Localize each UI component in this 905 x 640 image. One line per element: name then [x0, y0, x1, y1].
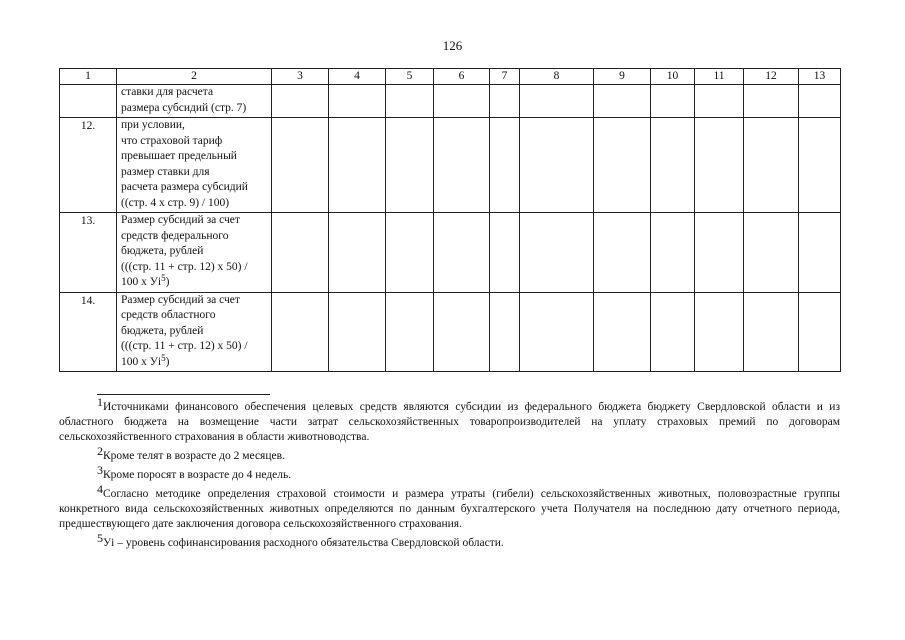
footnote-separator — [97, 394, 270, 395]
footnote-text: Кроме поросят в возрасте до 4 недель. — [103, 469, 292, 481]
empty-cell — [594, 292, 651, 372]
description-text: бюджета, рублей — [121, 324, 204, 337]
empty-cell — [520, 85, 594, 118]
description-text: средств федерального — [121, 229, 229, 242]
table-row — [60, 292, 841, 372]
footnote — [59, 482, 840, 532]
footnote — [59, 531, 840, 551]
table-row — [60, 118, 841, 213]
row-number: 14. — [60, 292, 117, 372]
description-line — [121, 165, 269, 181]
column-header-4: 4 — [329, 69, 386, 85]
page-number: 126 — [442, 38, 463, 53]
description-text: бюджета, рублей — [121, 245, 204, 257]
footnote — [59, 444, 840, 464]
empty-cell — [329, 118, 386, 213]
footnote-reference: 5 — [161, 273, 166, 283]
empty-cell — [594, 85, 651, 118]
description-text: превышает предельный — [121, 150, 237, 162]
empty-cell — [386, 292, 434, 372]
empty-cell — [329, 85, 386, 118]
description-text: при условии, — [121, 119, 185, 131]
empty-cell — [272, 85, 329, 118]
description-text: (((стр. 11 + стр. 12) х 50) / — [121, 260, 248, 273]
row-description — [117, 85, 272, 118]
empty-cell — [799, 213, 841, 293]
subsidy-table — [59, 68, 841, 372]
column-header-12: 12 — [744, 69, 799, 85]
empty-cell — [490, 213, 520, 293]
description-line — [121, 85, 269, 101]
column-header-9: 9 — [594, 69, 651, 85]
empty-cell — [695, 213, 744, 293]
footnote-marker: 1 — [97, 395, 103, 409]
footnote-text: Согласно методике определения страховой стоимости и размера утраты (гибели) сельскохозяйственных животных, половозрастные группы конкретного вида сельскохозяйственных животных определяются по данным бухгалтерского учета Получателя на последнюю дату отчетного периода, предшествующего дате заключения договора сельскохозяйственного страхования. — [59, 488, 840, 530]
description-line — [121, 308, 269, 324]
empty-cell — [490, 292, 520, 372]
row-description — [117, 292, 272, 372]
empty-cell — [272, 292, 329, 372]
description-line — [121, 149, 269, 165]
column-header-2: 2 — [117, 69, 272, 85]
table-row — [60, 213, 841, 293]
description-line — [121, 324, 269, 340]
column-header-7: 7 — [490, 69, 520, 85]
empty-cell — [695, 118, 744, 213]
empty-cell — [695, 85, 744, 118]
table-body — [60, 69, 841, 372]
empty-cell — [799, 85, 841, 118]
empty-cell — [434, 213, 490, 293]
empty-cell — [490, 85, 520, 118]
closing-paren: ) — [165, 276, 170, 288]
empty-cell — [651, 292, 695, 372]
description-text: средств областного — [121, 309, 216, 321]
empty-cell — [490, 118, 520, 213]
empty-cell — [272, 213, 329, 293]
description-line — [121, 293, 269, 309]
empty-cell — [520, 292, 594, 372]
column-header-3: 3 — [272, 69, 329, 85]
empty-cell — [744, 118, 799, 213]
empty-cell — [744, 292, 799, 372]
description-text: ((стр. 4 х стр. 9) / 100) — [121, 196, 230, 209]
empty-cell — [329, 292, 386, 372]
footnote-marker: 2 — [97, 444, 103, 458]
description-text: 100 х Уi — [121, 355, 162, 368]
description-text: Размер субсидий за счет — [121, 214, 240, 226]
footnote-text: Уi – уровень софинансирования расходного обязательства Свердловской области. — [103, 537, 504, 549]
row-number: 12. — [60, 118, 117, 213]
footnote-text: Кроме телят в возрасте до 2 месяцев. — [103, 450, 285, 462]
empty-cell — [434, 292, 490, 372]
description-text: расчета размера субсидий — [121, 181, 248, 193]
footnote-reference: 5 — [161, 352, 166, 363]
footnote-marker: 5 — [97, 531, 103, 545]
table-header-row — [60, 69, 841, 85]
empty-cell — [744, 85, 799, 118]
column-header-1: 1 — [60, 69, 117, 85]
column-header-6: 6 — [434, 69, 490, 85]
row-description — [117, 213, 272, 293]
description-text: 100 х Уi — [121, 276, 162, 288]
empty-cell — [434, 85, 490, 118]
description-line — [121, 339, 269, 355]
empty-cell — [594, 213, 651, 293]
empty-cell — [695, 292, 744, 372]
footnote — [59, 395, 840, 445]
column-header-11: 11 — [695, 69, 744, 85]
description-text: ставки для расчета — [121, 86, 214, 98]
closing-paren: ) — [165, 355, 170, 368]
description-line — [121, 260, 269, 276]
row-number: 13. — [60, 213, 117, 293]
row-description — [117, 118, 272, 213]
empty-cell — [799, 292, 841, 372]
empty-cell — [799, 118, 841, 213]
column-header-8: 8 — [520, 69, 594, 85]
description-text: что страховой тариф — [121, 134, 223, 147]
footnote — [59, 463, 840, 483]
description-text: (((стр. 11 + стр. 12) х 50) / — [121, 340, 248, 352]
column-header-13: 13 — [799, 69, 841, 85]
column-header-5: 5 — [386, 69, 434, 85]
empty-cell — [651, 85, 695, 118]
table-row — [60, 85, 841, 118]
description-text: Размер субсидий за счет — [121, 293, 240, 306]
description-text: размер ставки для — [121, 165, 210, 178]
footnotes — [59, 395, 840, 551]
empty-cell — [651, 213, 695, 293]
empty-cell — [386, 213, 434, 293]
row-number — [60, 85, 117, 118]
description-line — [121, 275, 269, 291]
empty-cell — [651, 118, 695, 213]
footnote-text: Источниками финансового обеспечения целевых средств являются субсидии из федерального бюджета бюджету Свердловской области и из областного бюджета на возмещение части затрат сельскохозяйственных товаропроизводителей на уплату страховых премий по договорам сельскохозяйственного страхования в области животноводства. — [59, 401, 840, 443]
empty-cell — [744, 213, 799, 293]
empty-cell — [434, 118, 490, 213]
empty-cell — [386, 85, 434, 118]
description-line — [121, 196, 269, 212]
description-line — [121, 134, 269, 150]
description-line — [121, 352, 269, 371]
description-line — [121, 244, 269, 260]
description-text: размера субсидий (стр. 7) — [121, 101, 247, 114]
footnote-marker: 4 — [97, 482, 103, 496]
empty-cell — [272, 118, 329, 213]
description-line — [121, 180, 269, 196]
empty-cell — [329, 213, 386, 293]
empty-cell — [386, 118, 434, 213]
footnote-marker: 3 — [97, 463, 103, 477]
empty-cell — [520, 213, 594, 293]
description-line — [121, 229, 269, 245]
description-line — [121, 213, 269, 229]
empty-cell — [594, 118, 651, 213]
description-line — [121, 101, 269, 117]
column-header-10: 10 — [651, 69, 695, 85]
empty-cell — [520, 118, 594, 213]
description-line — [121, 118, 269, 134]
